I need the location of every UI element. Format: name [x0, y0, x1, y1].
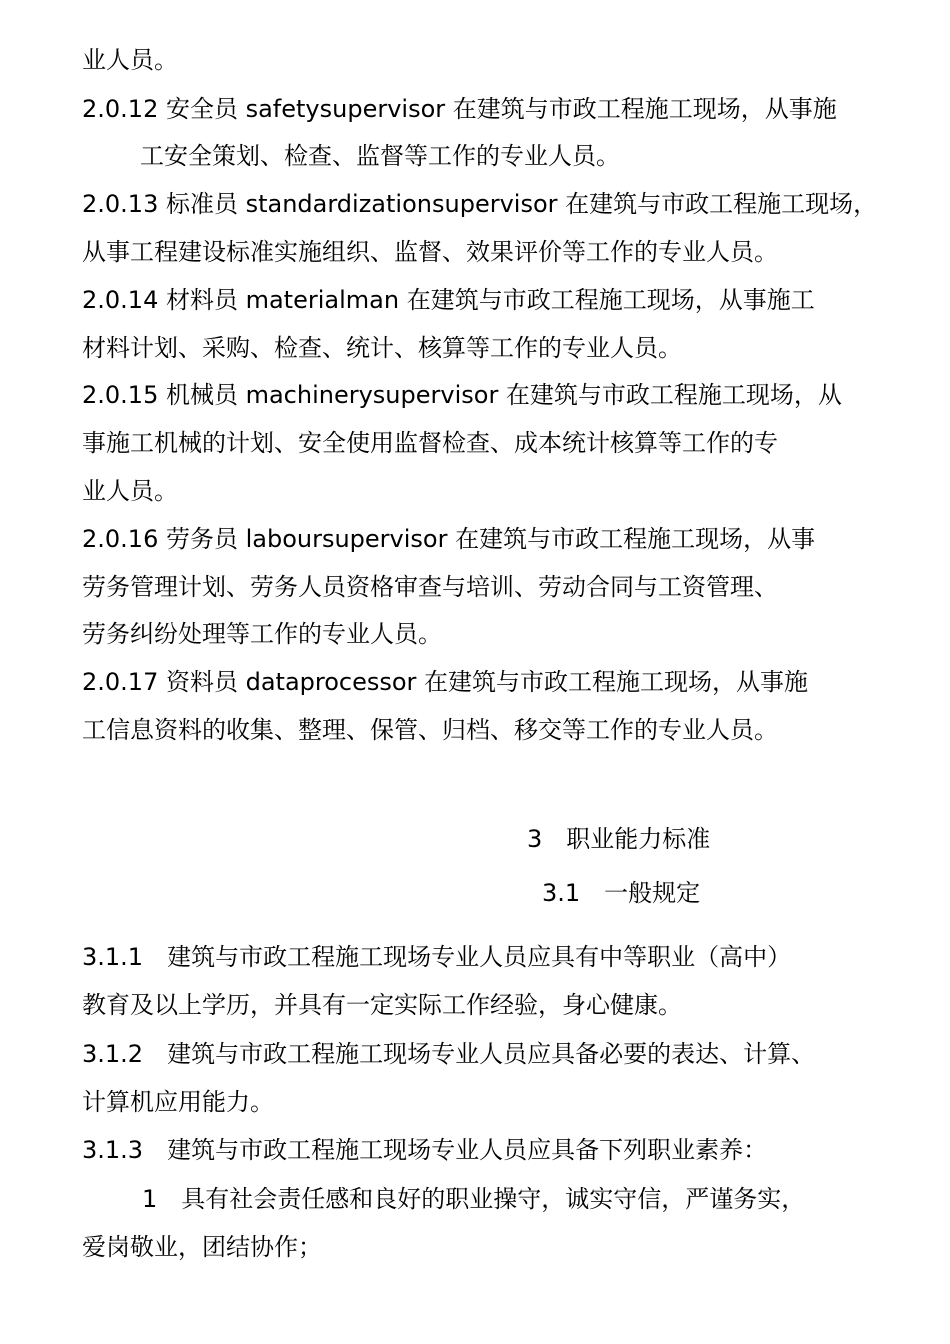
- text-line: 劳务纠纷处理等工作的专业人员。: [82, 620, 442, 648]
- text-line: 业人员。: [82, 46, 178, 74]
- text-line: 工安全策划、检查、监督等工作的专业人员。: [140, 142, 620, 170]
- text-line: 材料计划、采购、检查、统计、核算等工作的专业人员。: [82, 334, 682, 362]
- text-line: 教育及以上学历，并具有一定实际工作经验，身心健康。: [82, 991, 682, 1019]
- text-line: 工信息资料的收集、整理、保管、归档、移交等工作的专业人员。: [82, 716, 778, 744]
- list-item-1: 1 具有社会责任感和良好的职业操守，诚实守信，严谨务实，: [142, 1185, 806, 1213]
- text-line: 爱岗敬业，团结协作；: [82, 1233, 322, 1261]
- definition-2-0-12: 2.0.12 安全员 safetysupervisor 在建筑与市政工程施工现场，从事施: [82, 95, 837, 123]
- text-line: 从事工程建设标准实施组织、监督、效果评价等工作的专业人员。: [82, 238, 778, 266]
- subsection-title: 3.1 一般规定: [542, 879, 701, 907]
- text-line: 劳务管理计划、劳务人员资格审查与培训、劳动合同与工资管理、: [82, 573, 778, 601]
- clause-3-1-2: 3.1.2 建筑与市政工程施工现场专业人员应具备必要的表达、计算、: [82, 1040, 816, 1068]
- definition-2-0-14: 2.0.14 材料员 materialman 在建筑与市政工程施工现场，从事施工: [82, 286, 815, 314]
- clause-3-1-1: 3.1.1 建筑与市政工程施工现场专业人员应具有中等职业（高中）: [82, 943, 792, 971]
- section-title: 3 职业能力标准: [527, 825, 711, 853]
- definition-2-0-13: 2.0.13 标准员 standardizationsupervisor 在建筑与市政工程施工现场，: [82, 190, 878, 218]
- definition-2-0-15: 2.0.15 机械员 machinerysupervisor 在建筑与市政工程施工现场，从: [82, 381, 842, 409]
- clause-3-1-3: 3.1.3 建筑与市政工程施工现场专业人员应具备下列职业素养：: [82, 1136, 768, 1164]
- definition-2-0-16: 2.0.16 劳务员 laboursupervisor 在建筑与市政工程施工现场，从事: [82, 525, 816, 553]
- text-line: 计算机应用能力。: [82, 1088, 274, 1116]
- definition-2-0-17: 2.0.17 资料员 dataprocessor 在建筑与市政工程施工现场，从事施: [82, 668, 809, 696]
- text-line: 业人员。: [82, 477, 178, 505]
- text-line: 事施工机械的计划、安全使用监督检查、成本统计核算等工作的专: [82, 429, 778, 457]
